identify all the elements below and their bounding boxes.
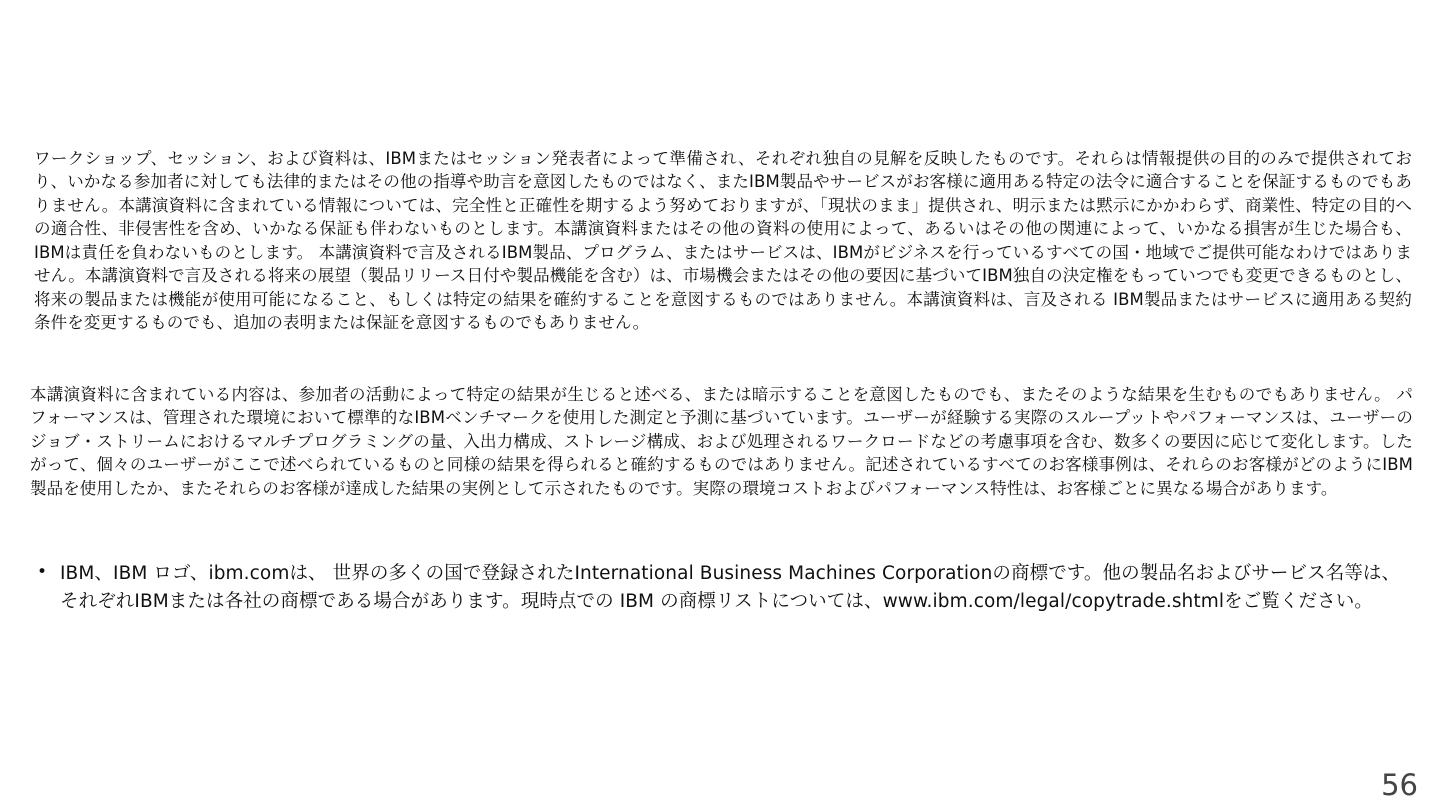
trademark-bullet-item [32,560,1412,616]
disclaimer-paragraph-1: ワークショップ、セッション、および資料は、IBMまたはセッション発表者によって準備され、それぞれ独自の見解を反映したものです。それらは情報提供の目的のみで提供されており、いかなる参加者に対しても法律的またはその他の指導や助言を意図したものではなく、またIBM製品やサービスがお客様に適用ある特定の法令に適合することを保証するものでもありません。本講演資料に含まれている情報については、完全性と正確性を期するよう努めておりますが、「現状のまま」提供され、明示または黙示にかかわらず、商業性、特定の目的への適合性、非侵害性を含め、いかなる保証も伴わないものとします。本講演資料またはその他の資料の使用によって、あるいはその他の関連によって、いかなる損害が生じた場合も、IBMは責任を負わないものとします。 本講演資料で言及されるIBM製品、プログラム、またはサービスは、IBMがビジネスを行っているすべての国・地域でご提供可能なわけではありません。本講演資料で言及される将来の展望（製品リリース日付や製品機能を含む）は、市場機会またはその他の要因に基づいてIBM独自の決定権をもっていつでも変更できるものとし、将来の製品または機能が使用可能になること、もしくは特定の結果を確約することを意図するものではありません。本講演資料は、言及される IBM製品またはサービスに適用ある契約条件を変更するものでも、追加の表明または保証を意図するものでもありません。 [34,149,1412,332]
bullet-marker-icon: • [37,562,48,582]
page-number: 56 [1381,768,1418,802]
disclaimer-paragraph-2: 本講演資料に含まれている内容は、参加者の活動によって特定の結果が生じると述べる、または暗示することを意図したものでも、またそのような結果を生むものでもありません。 パフォーマンスは、管理された環境において標準的なIBMベンチマークを使用した測定と予測に基づいています。ユーザーが経験する実際のスループットやパフォーマンスは、ユーザーのジョブ・ストリームにおけるマルチプログラミングの量、入出力構成、ストレージ構成、および処理されるワークロードなどの考慮事項を含む、数多くの要因に応じて変化します。したがって、個々のユーザーがここで述べられているものと同様の結果を得られると確約するものではありません。記述されているすべてのお客様事例は、それらのお客様がどのようにIBM製品を使用したか、またそれらのお客様が達成した結果の実例として示されたものです。実際の環境コストおよびパフォーマンス特性は、お客様ごとに異なる場合があります。 [30,385,1413,498]
trademark-bullet-text: IBM、IBM ロゴ、ibm.comは、 世界の多くの国で登録されたInternational Business Machines Corporationの商標です。他の製品名およびサービス名等は、それぞれIBMまたは各社の商標である場合があります。現時点での IBM の商標リストについては、www.ibm.com/legal/copytrade.shtmlをご覧ください。 [60,563,1401,612]
